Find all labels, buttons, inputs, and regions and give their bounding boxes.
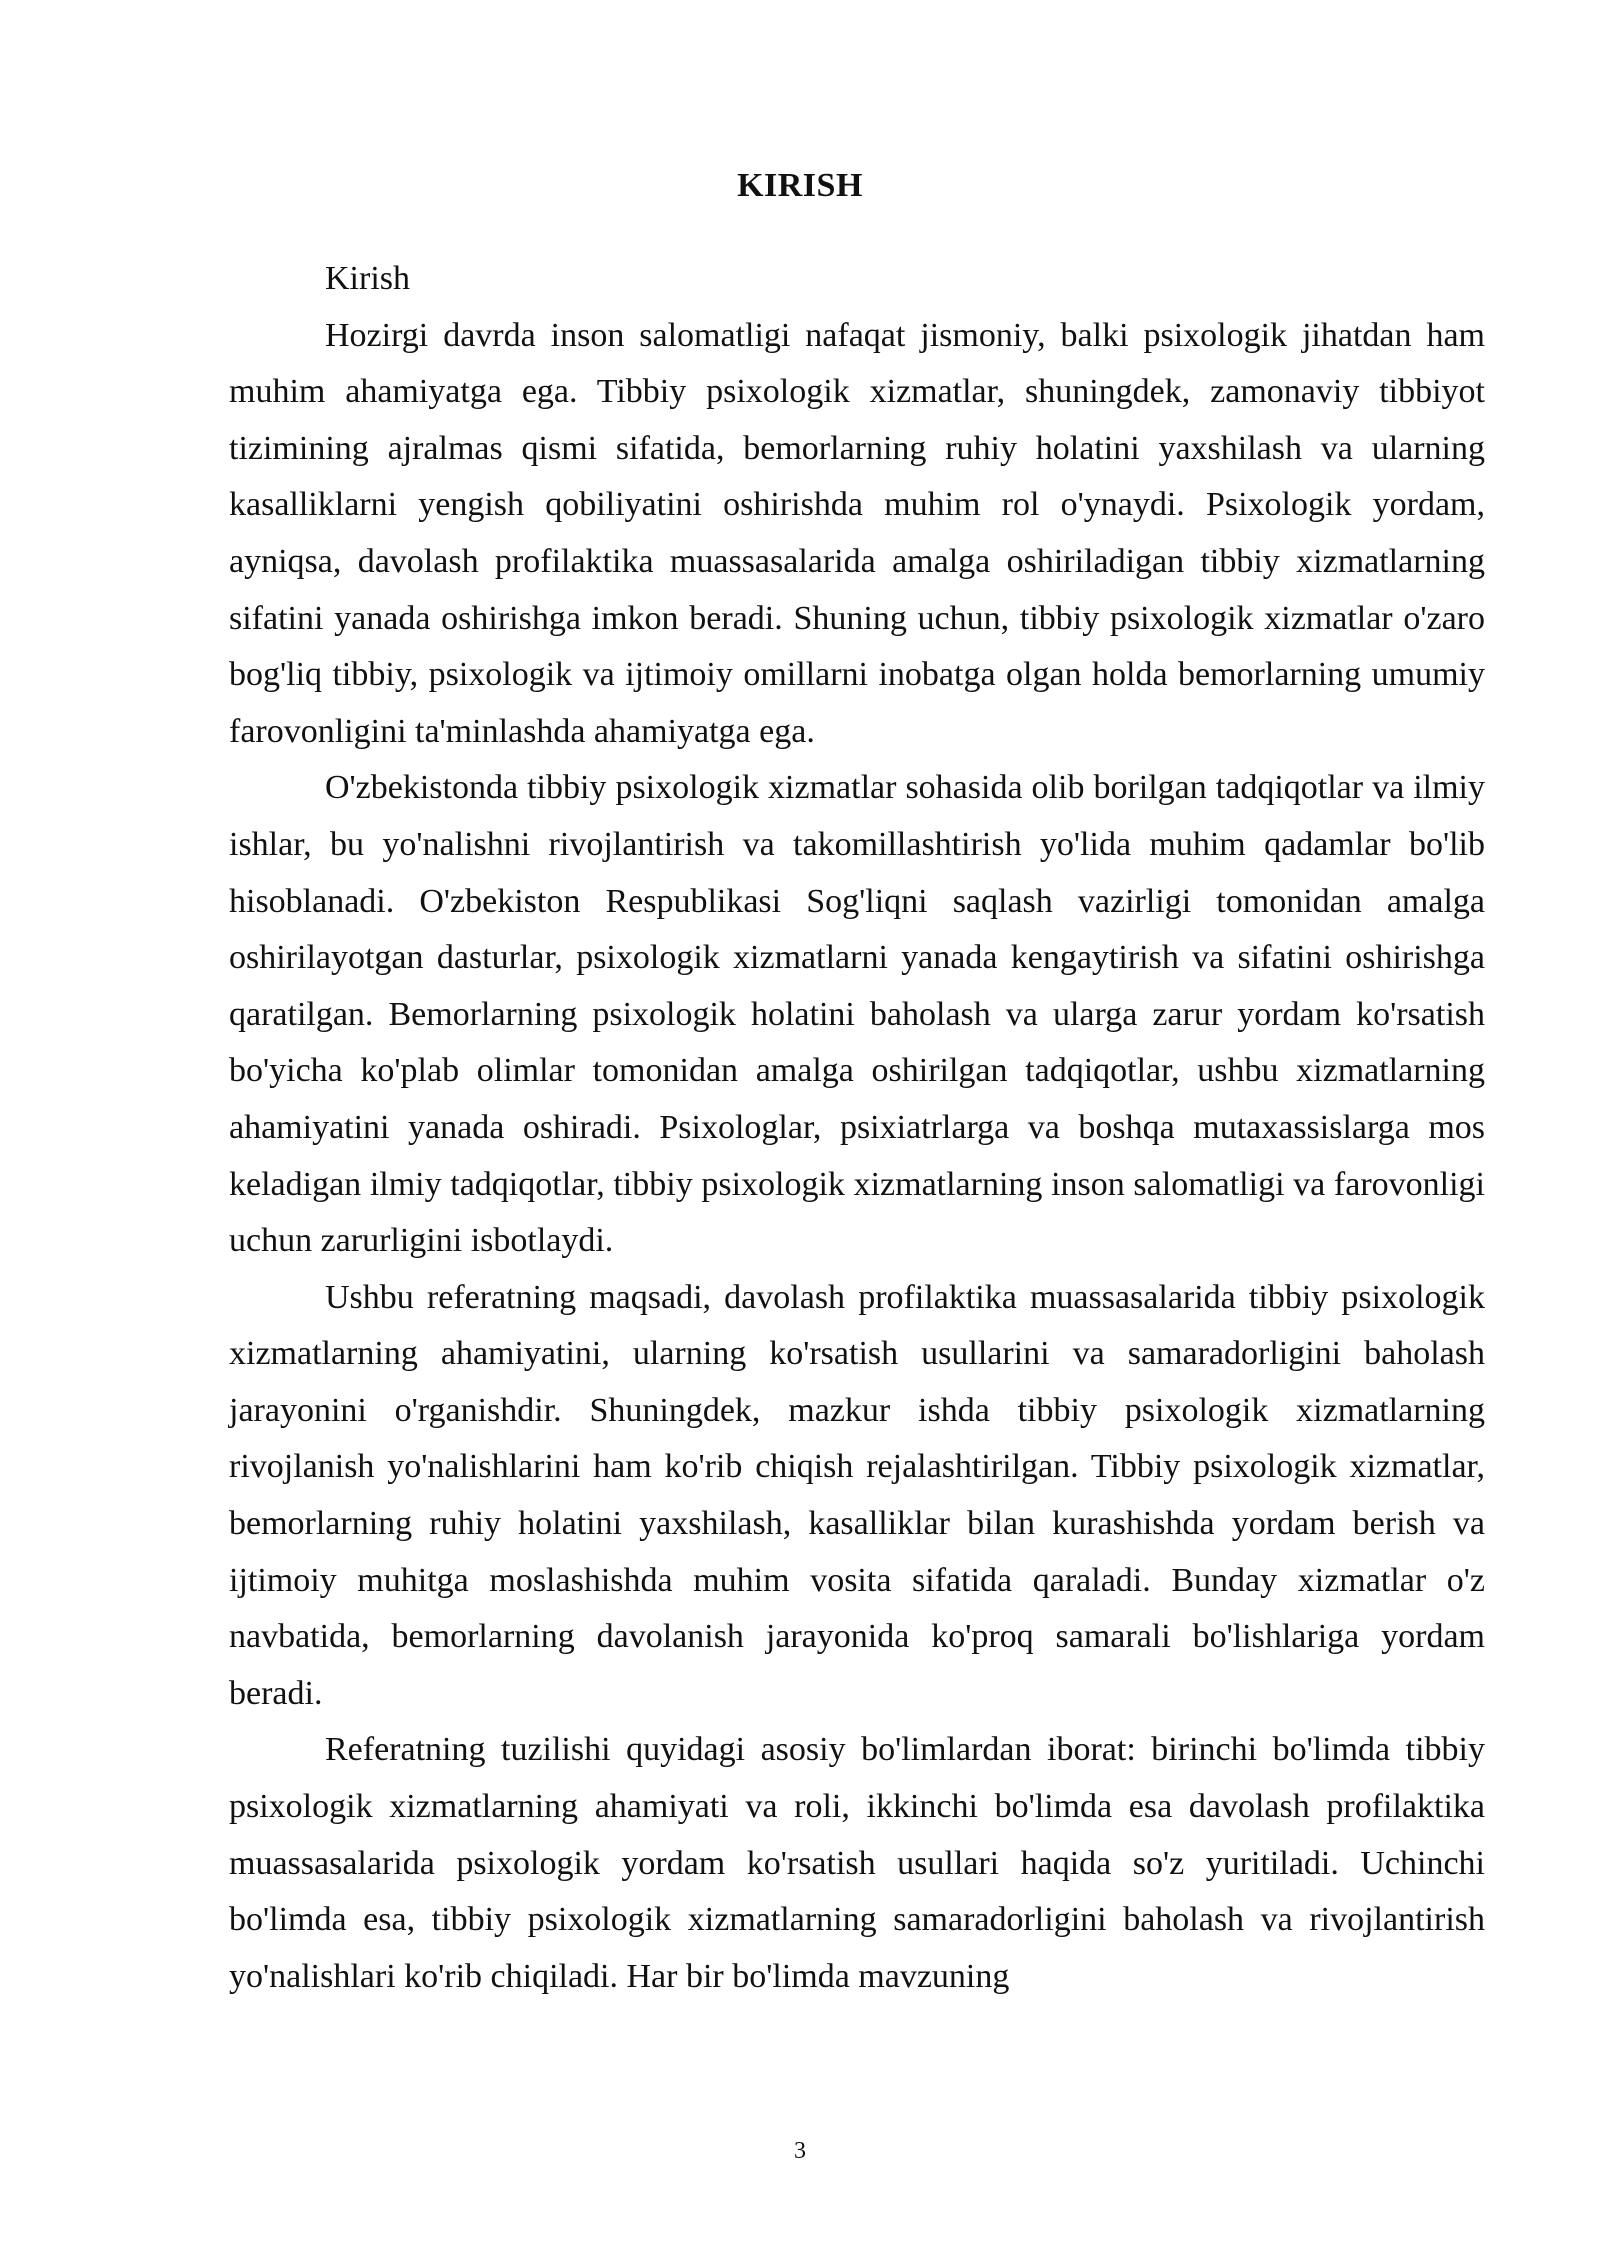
document-body [229,251,1485,2005]
section-subheading: Kirish [325,260,410,297]
paragraph-4: Referatning tuzilishi quyidagi asosiy bo'limlardan iborat: birinchi bo'limda tibbiy psixologik xizmatlarning ahamiyati va roli, ikkinchi bo'limda esa davolash profilaktika muassasalarida psixologik yordam ko'rsatish usullari haqida so'z yuritiladi. Uchinchi bo'limda esa, tibbiy psixologik xizmatlarning samaradorligini baholash va rivojlantirish yo'nalishlari ko'rib chiqiladi. Har bir bo'limda mavzuning [229,1731,1485,1995]
paragraph-1: Hozirgi davrda inson salomatligi nafaqat jismoniy, balki psixologik jihatdan ham muhim ahamiyatga ega. Tibbiy psixologik xizmatlar, shuningdek, zamonaviy tibbiyot tizimining ajralmas qismi sifatida, bemorlarning ruhiy holatini yaxshilash va ularning kasalliklarni yengish qobiliyatini oshirishda muhim rol o'ynaydi. Psixologik yordam, ayniqsa, davolash profilaktika muassasalarida amalga oshiriladigan tibbiy xizmatlarning sifatini yanada oshirishga imkon beradi. Shuning uchun, tibbiy psixologik xizmatlar o'zaro bog'liq tibbiy, psixologik va ijtimoiy omillarni inobatga olgan holda bemorlarning umumiy farovonligini ta'minlashda ahamiyatga ega. [229,316,1485,750]
page-title: KIRISH [737,167,863,204]
paragraph-3: Ushbu referatning maqsadi, davolash profilaktika muassasalarida tibbiy psixologik xizmatlarning ahamiyatini, ularning ko'rsatish usullarini va samaradorligini baholash jarayonini o'rganishdir. Shuningdek, mazkur ishda tibbiy psixologik xizmatlarning rivojlanish yo'nalishlarini ham ko'rib chiqish rejalashtirilgan. Tibbiy psixologik xizmatlar, bemorlarning ruhiy holatini yaxshilash, kasalliklar bilan kurashishda yordam berish va ijtimoiy muhitga moslashishda muhim vosita sifatida qaraladi. Bunday xizmatlar o'z navbatida, bemorlarning davolanish jarayonida ko'proq samarali bo'lishlariga yordam beradi. [229,1278,1485,1712]
page-number: 3 [794,2138,806,2164]
paragraph-2: O'zbekistonda tibbiy psixologik xizmatlar sohasida olib borilgan tadqiqotlar va ilmiy ishlar, bu yo'nalishni rivojlantirish va takomillashtirish yo'lida muhim qadamlar bo'lib hisoblanadi. O'zbekiston Respublikasi Sog'liqni saqlash vazirligi tomonidan amalga oshirilayotgan dasturlar, psixologik xizmatlarni yanada kengaytirish va sifatini oshirishga qaratilgan. Bemorlarning psixologik holatini baholash va ularga zarur yordam ko'rsatish bo'yicha ko'plab olimlar tomonidan amalga oshirilgan tadqiqotlar, ushbu xizmatlarning ahamiyatini yanada oshiradi. Psixologlar, psixiatrlarga va boshqa mutaxassislarga mos keladigan ilmiy tadqiqotlar, tibbiy psixologik xizmatlarning inson salomatligi va farovonligi uchun zarurligini isbotlaydi. [229,769,1485,1260]
